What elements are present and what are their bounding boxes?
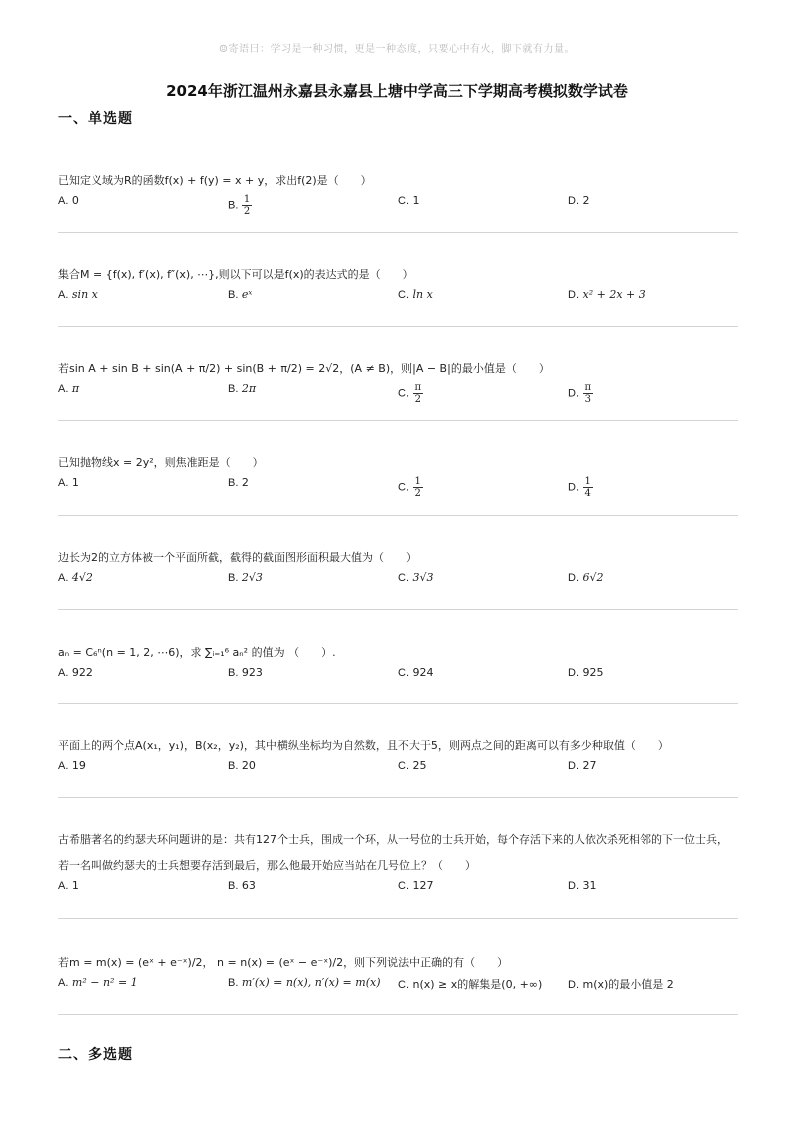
question-divider — [58, 515, 738, 516]
option-c[interactable]: C. $\frac{1}{2}$ — [398, 476, 421, 499]
section-heading-single-choice: 一、单选题 — [58, 111, 133, 127]
section-heading-multiple-choice: 二、多选题 — [58, 1047, 133, 1063]
option-b[interactable]: B. 63 — [228, 879, 256, 892]
option-row — [58, 476, 738, 500]
option-c[interactable]: C. n(x) ≥ x的解集是(0, +∞) — [398, 978, 543, 991]
option-d[interactable]: D. 27 — [568, 759, 597, 772]
question-5 — [58, 545, 738, 595]
option-a[interactable]: A. 4√2 — [58, 571, 93, 584]
option-b[interactable]: B. 2π — [228, 382, 257, 395]
option-b[interactable]: B. eˣ — [228, 288, 253, 301]
fraction: $\frac{1}{2}$ — [243, 194, 251, 217]
option-d[interactable]: D. 6√2 — [568, 571, 604, 584]
option-d[interactable]: D. $\frac{1}{4}$ — [568, 476, 591, 499]
question-8 — [58, 827, 738, 903]
option-a[interactable]: A. 922 — [58, 666, 93, 679]
option-a[interactable]: A. 19 — [58, 759, 86, 772]
option-a[interactable]: A. π — [58, 382, 80, 395]
option-a[interactable]: A. 0 — [58, 194, 79, 207]
question-divider — [58, 797, 738, 798]
question-divider — [58, 703, 738, 704]
option-b[interactable]: B. 2 — [228, 476, 249, 489]
exam-title: 2024年浙江温州永嘉县永嘉县上塘中学高三下学期高考模拟数学试卷 — [166, 82, 628, 100]
question-6 — [58, 640, 738, 690]
question-stem: 古希腊著名的约瑟夫环问题讲的是：共有127个士兵，围成一个环，从一号位的士兵开始，每个存活下来的人依次杀死相邻的下一位士兵，若一名叫做约瑟夫的士兵想要存活到最后，那么他最开始应当站在几号位上？（ ） — [58, 833, 728, 872]
fraction: $\frac{1}{4}$ — [584, 476, 591, 499]
fraction: $\frac{1}{2}$ — [414, 476, 421, 499]
option-c[interactable]: C. 25 — [398, 759, 427, 772]
option-b[interactable]: B. 2√3 — [228, 571, 263, 584]
option-d[interactable]: D. 31 — [568, 879, 597, 892]
question-9 — [58, 950, 738, 1000]
question-divider — [58, 1014, 738, 1015]
option-c[interactable]: C. 3√3 — [398, 571, 434, 584]
option-a[interactable]: A. sin x — [58, 288, 98, 301]
question-7 — [58, 733, 738, 783]
option-a[interactable]: A. 1 — [58, 879, 79, 892]
question-stem: 若m = m(x) = (eˣ + e⁻ˣ)/2， n = n(x) = (eˣ − e⁻ˣ)/2，则下列说法中正确的有（ ） — [58, 956, 509, 969]
option-d[interactable]: D. $\frac{\pi}{3}$ — [568, 382, 592, 405]
question-stem: 已知抛物线x = 2y²，则焦准距是（ ） — [58, 456, 264, 469]
question-divider — [58, 326, 738, 327]
question-3 — [58, 356, 738, 406]
option-row — [58, 879, 738, 903]
question-1 — [58, 168, 738, 218]
option-row — [58, 666, 738, 690]
question-4 — [58, 450, 738, 500]
option-b[interactable]: B. 20 — [228, 759, 256, 772]
question-2 — [58, 262, 738, 312]
question-divider — [58, 420, 738, 421]
option-c[interactable]: C. 127 — [398, 879, 434, 892]
option-c[interactable]: C. $\frac{\pi}{2}$ — [398, 382, 422, 405]
question-stem: 边长为2的立方体被一个平面所截，截得的截面图形面积最大值为（ ） — [58, 551, 417, 564]
option-d[interactable]: D. x² + 2x + 3 — [568, 288, 646, 301]
option-row — [58, 759, 738, 783]
question-stem: 已知定义域为R的函数f(x) + f(y) = x + y，求出f(2)是（ ） — [58, 174, 372, 187]
question-stem: aₙ = C₆ⁿ(n = 1, 2, ⋯6)，求 ∑ᵢ₌₁⁶ aₙ² 的值为 （ ）. — [58, 646, 336, 659]
option-row — [58, 288, 738, 312]
option-c[interactable]: C. ln x — [398, 288, 433, 301]
option-a[interactable]: A. m² − n² = 1 — [58, 976, 138, 989]
fraction: $\frac{\pi}{3}$ — [584, 382, 592, 405]
option-c[interactable]: C. 924 — [398, 666, 434, 679]
option-d[interactable]: D. m(x)的最小值是 2 — [568, 978, 674, 991]
option-b[interactable]: B. $\frac{1}{2}$ — [228, 194, 251, 217]
option-row — [58, 571, 738, 595]
question-divider — [58, 232, 738, 233]
option-row — [58, 194, 738, 218]
option-d[interactable]: D. 2 — [568, 194, 590, 207]
option-d[interactable]: D. 925 — [568, 666, 604, 679]
option-b[interactable]: B. 923 — [228, 666, 263, 679]
option-row — [58, 976, 738, 1000]
question-stem: 若sin A + sin B + sin(A + π/2) + sin(B + π/2) = 2√2，(A ≠ B)，则|A − B|的最小值是（ ） — [58, 362, 550, 375]
fraction: $\frac{\pi}{2}$ — [414, 382, 422, 405]
question-stem: 平面上的两个点A(x₁，y₁)，B(x₂，y₂)，其中横纵坐标均为自然数，且不大于5，则两点之间的距离可以有多少种取值（ ） — [58, 739, 669, 752]
page-motto: ☺寄语曰：学习是一种习惯，更是一种态度，只要心中有火，脚下就有力量。 — [219, 44, 575, 55]
question-divider — [58, 609, 738, 610]
option-a[interactable]: A. 1 — [58, 476, 79, 489]
question-stem: 集合M = {f(x), f′(x), f″(x), ⋯},则以下可以是f(x)的表达式的是（ ） — [58, 268, 414, 281]
question-divider — [58, 918, 738, 919]
option-row — [58, 382, 738, 406]
option-c[interactable]: C. 1 — [398, 194, 420, 207]
option-b[interactable]: B. m′(x) = n(x), n′(x) = m(x) — [228, 976, 381, 989]
